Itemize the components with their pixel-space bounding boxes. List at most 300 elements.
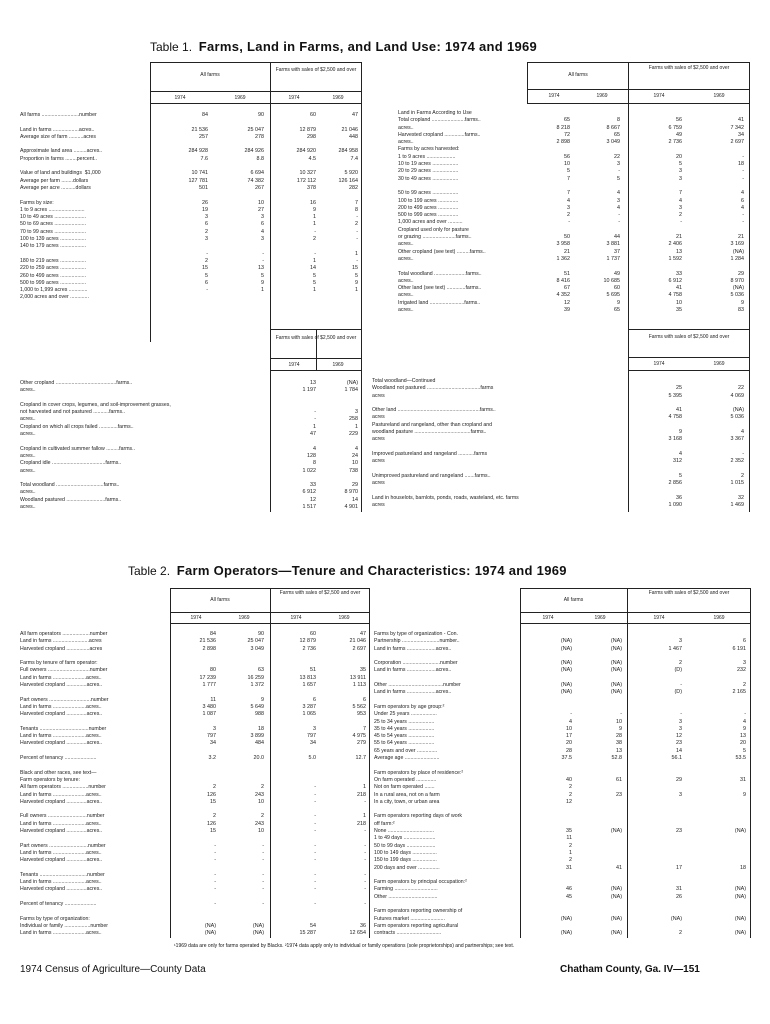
table1-right-col1-row-17: 50 (564, 234, 570, 241)
table1-left-col4-row-6: 7.4 (350, 155, 358, 162)
table2-left-col4-row-14: 4 975 (352, 733, 366, 740)
table1-left-col2-row-0: 90 (258, 112, 264, 118)
table2-right-col2-row-7: (NA) (610, 682, 622, 689)
table2-right-col2-row-28 (582, 835, 622, 842)
table1-left-col4-row-11 (322, 192, 358, 199)
table2-left-col4-row-3 (326, 653, 366, 660)
table1-right-col3-row-25: 4 758 (668, 292, 682, 299)
table1-right-labels-row-3: Harvested cropland ..............farms.. (398, 131, 481, 138)
table2-right-labels-row-0: Farms by type of organization - Con. (374, 631, 458, 637)
table1-right-year-4: 1969 (713, 93, 725, 99)
table2-right-col1-row-12: 4 (569, 718, 572, 725)
table2-left-col3-row-12 (280, 719, 316, 726)
table2-right-col1-row-10 (534, 704, 572, 711)
table2-left-col1-row-41: (NA) (204, 930, 216, 937)
table1-right-year-1: 1974 (548, 93, 560, 99)
table2-left-col4-row-27: - (364, 828, 366, 835)
table2-right-col4-row-20: 31 (740, 776, 746, 783)
table1-mid-col3 (280, 380, 316, 511)
table1-right-col3-row-14: 2 (679, 212, 682, 219)
table1-mid-col3-row-13 (280, 475, 316, 482)
table2-right-col4-row-36: (NA) (734, 893, 746, 900)
table1-right-col1-row-10 (530, 183, 570, 190)
table1-right-col3-row-27: 35 (676, 307, 682, 314)
table2-left-col4-row-20 (326, 777, 366, 784)
table2-left-col1-row-4 (180, 660, 216, 667)
table1-left-labels-row-19 (20, 251, 148, 258)
table1-right-col1-row-1: 65 (564, 117, 570, 124)
table2-right-labels-row-34: Farm operators by principal occupation:² (374, 879, 467, 886)
table1-cont-labels-row-14: acres (372, 480, 385, 487)
table2-left-col2-row-7: 1 372 (250, 682, 264, 689)
table2-right-labels-row-37 (374, 901, 518, 908)
table2-left-col1-row-0: 84 (210, 631, 216, 637)
table2-left-col2-row-29: - (262, 842, 264, 849)
table1-right-col4-row-18: 3 169 (730, 241, 744, 248)
table1-right-col2 (580, 110, 620, 314)
table2-right-col2-row-40 (582, 923, 622, 930)
table1-right-col4-row-22: 29 (738, 270, 744, 277)
table1-right-col3-row-15: - (680, 219, 682, 226)
table1-left-col4-row-8: 5 920 (344, 170, 358, 177)
table2-right-col2-row-17: 52.8 (611, 755, 622, 762)
table2-right-col1-row-36: 45 (566, 893, 572, 900)
table2-left-col3-row-19 (280, 770, 316, 777)
table1-right-labels-row-18: acres.. (398, 241, 414, 248)
table1-left-col1-row-16: 2 (205, 228, 208, 235)
table1-left-col3-row-12: 16 (310, 199, 316, 206)
table1-mid-col3-row-11: 8 (313, 460, 316, 467)
table2-right-col1-row-25 (534, 813, 572, 820)
table2-left-col4 (326, 631, 366, 937)
table1-left-col2-row-19: - (262, 250, 264, 257)
table1-right-col4-row-9: - (742, 175, 744, 182)
table2-prefix: Table 2. (128, 564, 171, 578)
table1-mid-col3-row-5: - (314, 416, 316, 423)
table1-hdr-sales: Farms with sales of $2,500 and over (275, 67, 357, 73)
table2-left-col4-row-29: - (364, 842, 366, 849)
table2-right-col4-row-37 (702, 901, 746, 908)
table1-right-col1-row-0 (530, 110, 570, 117)
table1-mid-col4-row-9: 4 (355, 445, 358, 452)
table2-hdr-sales: Farms with sales of $2,500 and over (279, 590, 361, 596)
table1-left-col3-row-1 (280, 119, 316, 126)
table2-right-col2-row-34 (582, 879, 622, 886)
table2-right-col4-row-22: 9 (743, 791, 746, 798)
table1-cont-col4-row-9 (700, 444, 744, 451)
table2-right-labels-row-12: 25 to 34 years .................. (374, 718, 435, 725)
table2-right-labels-row-40: Farm operators reporting agricultural (374, 922, 459, 929)
table1-right-year-rule (527, 89, 750, 90)
table2-left-labels-row-12 (20, 719, 168, 726)
table2-left-labels-row-27: Harvested cropland ..............acres.. (20, 828, 103, 835)
table1-left-col3-row-5: 284 920 (296, 148, 316, 155)
table2-left-col4-row-36 (326, 894, 366, 901)
table1-right-col1-row-14: 2 (567, 212, 570, 219)
table2-left-edge (170, 588, 171, 938)
table1-right-col4-row-25: 5 036 (730, 292, 744, 299)
table2-right-labels-row-22: In a rural area, not on a farm (374, 791, 440, 798)
table2-right-col1-row-34 (534, 879, 572, 886)
table1-mid-labels-row-3: Cropland in cover crops, legumes, and soil-improvement grasses, (20, 401, 171, 408)
table2-left-col1-row-28 (180, 835, 216, 842)
table2-right-col4-row-11: - (744, 711, 746, 718)
table2-right-col4-row-16: 5 (743, 747, 746, 754)
table1-left-col3-row-21: 14 (310, 265, 316, 272)
table2-right-col3-row-24 (640, 806, 682, 813)
table2-right-col2-row-2: (NA) (610, 645, 622, 652)
table1-cont-col4-row-6 (700, 422, 744, 429)
table2-left-col1-row-1: 21 536 (199, 638, 216, 645)
table2-left-col4-row-16 (326, 748, 366, 755)
table2-left-col1-row-34: - (214, 879, 216, 886)
table1-left-col3-row-13: 9 (313, 206, 316, 213)
table2-right-col1-row-18 (534, 762, 572, 769)
table2-right-col1-row-23: 12 (566, 798, 572, 805)
table1-title (150, 39, 537, 54)
table1-left-col2-row-21: 13 (258, 265, 264, 272)
table2-right-col2-row-0 (582, 631, 622, 638)
table2-right-year-2: 1969 (594, 615, 606, 621)
table1-right-col4-row-19: (NA) (732, 248, 744, 255)
table1-right-col1-row-7: 10 (564, 161, 570, 168)
table2-right-col1-row-8: (NA) (560, 689, 572, 696)
table2-right-col1-row-9 (534, 697, 572, 704)
table2-right-col2-row-8: (NA) (610, 689, 622, 696)
table2-right-col3-row-3 (640, 653, 682, 660)
table2-right-col1-row-19 (534, 770, 572, 777)
table2-right-col2-row-27: (NA) (610, 828, 622, 835)
table1-mid-labels-row-10: acres.. (20, 452, 36, 459)
table2-right-col3-row-21 (640, 784, 682, 791)
table2-right-year-4: 1969 (713, 615, 725, 621)
table2-right-col1-row-35: 46 (566, 886, 572, 893)
table1-mid-labels-row-7: acres.. (20, 431, 36, 438)
table1-cont-labels-row-11: acres (372, 458, 385, 465)
table2-right-col3-row-15: 23 (676, 740, 682, 747)
table2-left-labels-row-19: Black and other races, see text— (20, 769, 97, 776)
table2-left-labels-row-35: Harvested cropland ..............acres.. (20, 886, 103, 893)
table1-right-col1-row-4: 2 898 (556, 139, 570, 146)
table1-right-col4-row-12: 6 (741, 197, 744, 204)
table2-left-col1-row-37: - (214, 900, 216, 907)
table2-right-col4-row-31 (702, 857, 746, 864)
table2-right-col1-row-37 (534, 901, 572, 908)
table1-right-col3-row-20: 1 592 (668, 255, 682, 262)
table1-right-col3-row-21 (640, 263, 682, 270)
table1-left-col2-row-2: 25 047 (247, 126, 264, 133)
table2-left-labels-row-5: Full owners .............................number (20, 667, 108, 674)
table1-right-col1 (530, 110, 570, 314)
table1-right-col3-row-16 (640, 227, 682, 234)
table1-cont-col4-row-3 (700, 400, 744, 407)
table2-right-col1-row-7: (NA) (560, 682, 572, 689)
table1-right-col1-row-21 (530, 263, 570, 270)
table2-year-2: 1969 (238, 615, 250, 621)
table2-right-labels-row-8: Land in farms ....................acres.. (374, 689, 452, 696)
table2-right-labels-row-41: contracts ............................... (374, 930, 442, 937)
table2-right-col2-row-9 (582, 697, 622, 704)
table1-mid-col4-row-7: 229 (349, 431, 358, 438)
table1-left-col1-row-14: 3 (205, 214, 208, 221)
table2-right-col1-row-33 (534, 872, 572, 879)
table1-right-labels-row-19: Other cropland (see text) .........farms.. (398, 248, 486, 255)
table1-left-col2 (228, 112, 264, 294)
table2-left-col4-row-10: 5 562 (352, 703, 366, 710)
table1-left-labels-row-0: All farms ..........................number (20, 112, 97, 118)
table1-right-col1-row-3: 72 (564, 131, 570, 138)
table2-left-col2-row-27: 10 (258, 828, 264, 835)
table2-right-col1-row-31: 2 (569, 857, 572, 864)
table1-left-col4-row-3: 448 (349, 133, 358, 140)
table1-far-right-edge (749, 62, 750, 512)
table2-left-col4-row-25: 1 (363, 813, 366, 820)
table1-cont-labels-row-16: Land in houselots, barnlots, ponds, roads, wasteland, etc. farms (372, 494, 519, 501)
table1-left-col4-row-20: - (356, 257, 358, 264)
table1-left-labels-row-10: Average per acre ..........dollars (20, 184, 91, 191)
table1-left-labels-row-9: Average per farm ........dollars (20, 177, 89, 184)
table1-right-labels-row-16: Cropland used only for pasture (398, 226, 469, 233)
table2-right-labels-row-6 (374, 675, 518, 682)
table2-left-labels-row-23: Harvested cropland ..............acres.. (20, 798, 103, 805)
table2-right-col1-row-4: (NA) (560, 660, 572, 667)
table1-cont-col3-row-10: 4 (679, 450, 682, 457)
table1-right-col2-row-14: - (618, 212, 620, 219)
table1-right-col1-row-13: 3 (567, 204, 570, 211)
table1-mid-col4-row-1: 1 784 (344, 387, 358, 394)
table2-left-col1-row-6: 17 239 (199, 674, 216, 681)
table2-left-col2-row-0: 90 (258, 631, 264, 637)
table1-right-col3-row-12: 4 (679, 197, 682, 204)
table2-right-col4-row-9 (702, 697, 746, 704)
table1-left-col3-row-6: 4.5 (308, 155, 316, 162)
table2-right-labels-row-14: 45 to 54 years .................. (374, 733, 435, 740)
table2-left-col3-row-25: - (314, 813, 316, 820)
table2-left-col2-row-34: - (262, 879, 264, 886)
table1-mid-col4-row-6: 1 (355, 423, 358, 430)
table1-right-col4-row-23: 8 970 (730, 277, 744, 284)
table1-left-col1-row-17: 3 (205, 236, 208, 243)
table1-cont-col3-row-0 (640, 378, 682, 385)
table2-year-1: 1974 (190, 615, 202, 621)
table1-right-col1-row-2: 8 218 (556, 124, 570, 131)
table1-right-col1-row-22: 51 (564, 270, 570, 277)
table2-right-col2-row-32: 41 (616, 864, 622, 871)
table1-left-labels-row-16: 70 to 99 acres ...................... (20, 228, 87, 235)
table2-right-col3-row-40 (640, 923, 682, 930)
table2-left-col4-row-18 (326, 762, 366, 769)
table1-cont-col4-row-13: 2 (741, 472, 744, 479)
table2-right-col3-row-38 (640, 908, 682, 915)
table2-right-col1-row-6 (534, 675, 572, 682)
table2-left-col3-row-26: - (314, 820, 316, 827)
table2-left-col4-row-5: 35 (360, 667, 366, 674)
table1-right-col4-row-14: - (742, 212, 744, 219)
table1-mid-labels-row-8 (20, 438, 268, 445)
table2-right-col1-row-1: (NA) (560, 638, 572, 645)
table2-left-labels-row-11: Harvested cropland ..............acres.. (20, 711, 103, 718)
table2-left-col1-row-22: 126 (207, 791, 216, 798)
table1-cont-labels-row-17: acres (372, 502, 385, 509)
table2-right-col3-row-23 (640, 799, 682, 806)
table2-left-labels-row-41: Land in farms .......................acres.. (20, 930, 102, 937)
table1-left-col1-row-8: 10 741 (191, 170, 208, 177)
footer-left: 1974 Census of Agriculture—County Data (20, 964, 206, 975)
table1-left-col3-row-24: 1 (313, 287, 316, 294)
table1-left-col3-row-10: 378 (307, 184, 316, 191)
table2-right-labels-row-26: off farm:² (374, 820, 395, 827)
table2-right-labels-row-1: Partnership ..........................number.. (374, 638, 460, 645)
table2-left-col3-row-30: - (314, 849, 316, 856)
table2-right-col1-row-14: 17 (566, 733, 572, 740)
table1-left-col2-row-22: 5 (261, 272, 264, 279)
table2-right-col1-row-24 (534, 806, 572, 813)
table1-right-labels-row-27: acres.. (398, 307, 414, 314)
table2-left-col1-row-13: 3 (213, 725, 216, 732)
table2-right-col4-row-4: 3 (743, 660, 746, 667)
table2-right-col2-row-25 (582, 813, 622, 820)
table2-left-col2-row-1: 25 047 (247, 638, 264, 645)
table1-heading: Farms, Land in Farms, and Land Use: 1974 and 1969 (198, 39, 538, 54)
table1-left-col2-row-5: 284 926 (244, 148, 264, 155)
table2-left-col4-row-34: - (364, 879, 366, 886)
table1-mid-col3-row-0: 13 (310, 380, 316, 386)
table2-left-col2-row-8 (228, 689, 264, 696)
table2-right-labels-row-2: Land in farms ....................acres.. (374, 645, 452, 652)
table1-left-labels-row-15: 50 to 69 acres ...................... (20, 221, 87, 228)
table2-right-col1-row-41: (NA) (560, 930, 572, 937)
table2-left-col1-row-36 (180, 894, 216, 901)
table2-right-col1-row-15: 20 (566, 740, 572, 747)
table1-left-col2-row-9: 74 382 (247, 177, 264, 184)
table2-right-col4-row-10 (702, 704, 746, 711)
table1-left-col4-row-19: 1 (355, 250, 358, 257)
table2-right-col2-row-11: - (620, 711, 622, 718)
table1-right-col3-row-22: 33 (676, 270, 682, 277)
table2-left-col3-row-35: - (314, 886, 316, 893)
table1-left-col2-row-12: 10 (258, 199, 264, 206)
table2-left-labels-row-15: Harvested cropland ..............acres.. (20, 740, 103, 747)
table1-mid-labels-row-14: Total woodland .................................farms.. (20, 482, 120, 489)
table2-left-col2-row-35: - (262, 886, 264, 893)
table1-cont-col3 (640, 378, 682, 509)
table2-left-col2-row-12 (228, 719, 264, 726)
table2-right-labels-row-23: In a city, town, or urban area (374, 798, 440, 805)
table2-left-labels-row-2: Harvested cropland ................acres (20, 645, 103, 652)
table1-left-col2-row-10: 267 (255, 184, 264, 191)
table2-right-col1-row-3 (534, 653, 572, 660)
table1-right-col1-row-19: 21 (564, 248, 570, 255)
table1-left-col2-row-7 (228, 163, 264, 170)
table1-cont-col3-row-16: 36 (676, 494, 682, 501)
table2-left-col2-row-31: - (262, 857, 264, 864)
table1-cont-col3-row-2: 5 395 (668, 392, 682, 399)
table1-cont-labels-row-5: acres (372, 414, 385, 421)
table1-left-labels-row-11 (20, 192, 148, 199)
table2-right-col2-row-41: (NA) (610, 930, 622, 937)
table2-right-col3-row-22: 3 (679, 791, 682, 798)
table1-left-col3-row-11 (280, 192, 316, 199)
table1-right-labels-row-12: 100 to 199 acres .............. (398, 197, 459, 204)
table2-right-col3-row-41: 2 (679, 930, 682, 937)
table1-right-labels-row-8: 20 to 29 acres .................. (398, 168, 459, 175)
table1-right-col3-row-3: 49 (676, 131, 682, 138)
table1-cont-col3-row-7: 9 (679, 429, 682, 436)
table2-right-col1-row-22: 2 (569, 791, 572, 798)
table1-left-labels-row-23: 500 to 999 acres .................. (20, 279, 87, 286)
table1-left-labels-row-14: 10 to 49 acres ...................... (20, 214, 87, 221)
table2-right-col2-row-37 (582, 901, 622, 908)
table1-right-col2-row-0 (580, 110, 620, 117)
table2-left-col3-row-7: 1 657 (302, 682, 316, 689)
table1-cont-labels-row-0: Total woodland—Continued (372, 378, 436, 384)
table2-right-year-1: 1974 (542, 615, 554, 621)
table1-col-divider (270, 62, 271, 512)
table2-right-col4-row-32: 18 (740, 864, 746, 871)
table2-left-col4-row-7: 1 113 (352, 682, 366, 689)
table1-left-col1-row-11 (172, 192, 208, 199)
table1-right-col4-row-10 (700, 183, 744, 190)
table2-right-col2-row-15: 38 (616, 740, 622, 747)
table1-left-col4-row-4 (322, 141, 358, 148)
table2-left-labels-row-3 (20, 653, 168, 660)
table1-right-col2-row-1: 8 (617, 117, 620, 124)
table2-right-col4-row-2: 6 191 (732, 645, 746, 652)
table1-right-col3-row-26: 10 (676, 299, 682, 306)
table2-left-col2-row-11: 988 (255, 711, 264, 718)
table2-right-labels-row-27: None ................................ (374, 828, 434, 835)
table1-right-col2-row-17: 44 (614, 234, 620, 241)
table2-right-labels (374, 631, 518, 937)
table2-right-col1-row-21: 2 (569, 784, 572, 791)
table1-left-col2-row-15: 6 (261, 221, 264, 228)
table2-left-col2-row-20 (228, 777, 264, 784)
table2-right-col4-row-8: 2 165 (732, 689, 746, 696)
table2-left-col4-row-4 (326, 660, 366, 667)
table2-right-labels-row-10: Farm operators by age group:² (374, 703, 445, 710)
table2-right-col2-row-29 (582, 843, 622, 850)
table1-mid-col3-row-1: 1 197 (302, 387, 316, 394)
table2-right-year-rule (520, 612, 751, 613)
table1-left-labels-row-24: 1,000 to 1,999 acres ............. (20, 287, 88, 294)
table2-right-col2-row-16: 13 (616, 747, 622, 754)
table2-right-col4-row-5: 232 (737, 667, 746, 674)
table1-right-col3-row-7: 5 (679, 161, 682, 168)
table2-left-col1-row-9: 11 (210, 696, 216, 703)
table1-cont-labels-row-13: Unimproved pastureland and rangeland .......farms.. (372, 472, 491, 479)
table1-right-hdr-sales: Farms with sales of $2,500 and over (648, 65, 730, 71)
table2-left-col4-row-22: 218 (357, 791, 366, 798)
table1-left-labels-row-6: Proportion in farms ........percent.. (20, 155, 97, 162)
table1-left-col3-row-7 (280, 163, 316, 170)
table2-right-col3-row-36: 26 (676, 893, 682, 900)
table1-prefix: Table 1. (150, 40, 193, 54)
table1-left-col4-row-2: 21 046 (341, 126, 358, 133)
table2-left-col4-row-26: 218 (357, 820, 366, 827)
table2-left-col3-row-22: - (314, 791, 316, 798)
table1-left-labels-row-2: Land in farms ..................acres.. (20, 126, 95, 133)
table1-mid-col3-row-17: 1 517 (302, 504, 316, 511)
table2-left-labels-row-1: Land in farms .........................acres (20, 638, 102, 645)
table2-left-col3-row-27: - (314, 828, 316, 835)
table2-left-col4-row-33: - (364, 871, 366, 878)
table1-right-col2-row-16 (580, 227, 620, 234)
table2-left-labels-row-40: Individual or family ..................number (20, 922, 108, 929)
table1-mid-col3-row-16: 12 (310, 496, 316, 503)
table2-left-col3-row-14: 797 (307, 733, 316, 740)
table2-right-col1-row-27: 35 (566, 828, 572, 835)
table2-right-col4-row-35: (NA) (734, 886, 746, 893)
